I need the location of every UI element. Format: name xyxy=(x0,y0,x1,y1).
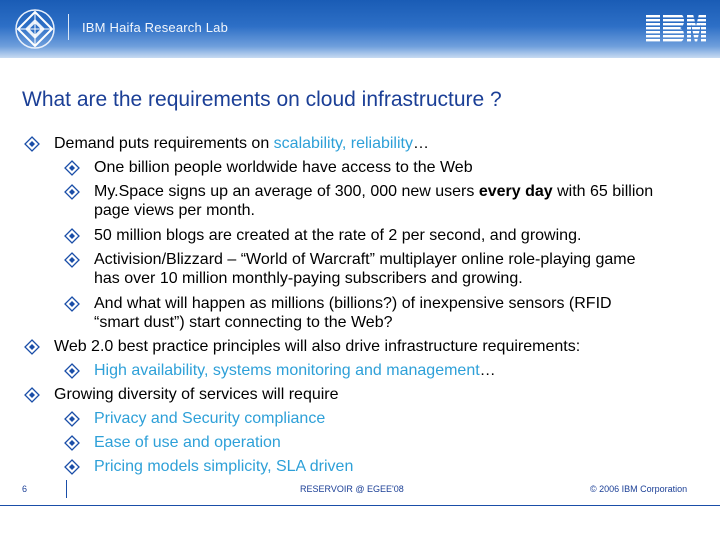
bullet-highlight: High availability, systems monitoring and management xyxy=(94,362,480,379)
ibm-globe-diamond-icon xyxy=(14,8,56,50)
sub-bullet-blogs xyxy=(94,226,581,245)
sub-bullet-myspace-cont: page views per month. xyxy=(94,202,255,219)
bullet-text: One billion people worldwide have access to the Web xyxy=(94,159,473,176)
sub-bullet-sensors-cont: “smart dust”) start connecting to the Web? xyxy=(94,314,393,331)
bullet-emphasis: every day xyxy=(478,183,553,200)
diamond-bullet-icon xyxy=(64,296,80,312)
bullet-text: And what will happen as millions (billions?) of inexpensive sensors (RFID xyxy=(94,295,612,312)
header-band xyxy=(0,0,720,58)
slide-title: What are the requirements on cloud infrastructure ? xyxy=(22,88,502,111)
sub-bullet-wow-cont: has over 10 million monthly-paying subscribers and growing. xyxy=(94,270,523,287)
bullet-text: … xyxy=(412,135,429,152)
diamond-bullet-icon xyxy=(64,184,80,200)
footer-copyright: © 2006 IBM Corporation xyxy=(590,484,688,494)
bullet-text: Demand puts requirements on xyxy=(54,135,274,152)
bullet-text: 50 million blogs are created at the rate of 2 per second, and growing. xyxy=(94,227,582,244)
page-number: 6 xyxy=(22,484,28,494)
sub-bullet-web-access xyxy=(94,158,473,177)
diamond-bullet-icon xyxy=(24,387,40,403)
bullet-highlight: Ease of use and operation xyxy=(94,434,281,451)
bullet-text: Web 2.0 best practice principles will also drive infrastructure requirements: xyxy=(54,338,581,355)
bullet-highlight: Pricing models simplicity, SLA driven xyxy=(94,458,354,475)
diamond-bullet-icon xyxy=(64,435,80,451)
diamond-bullet-icon xyxy=(64,363,80,379)
sub-bullet-availability xyxy=(94,361,496,380)
sub-bullet-wow xyxy=(94,250,636,269)
diamond-bullet-icon xyxy=(64,459,80,475)
sub-bullet-sensors xyxy=(94,294,612,313)
bullet-highlight: Privacy and Security compliance xyxy=(94,410,326,427)
sub-bullet-pricing xyxy=(94,457,353,476)
header-divider xyxy=(68,14,69,40)
sub-bullet-myspace xyxy=(94,182,653,201)
bullet-web20 xyxy=(54,337,580,356)
diamond-bullet-icon xyxy=(64,160,80,176)
diamond-bullet-icon xyxy=(64,228,80,244)
diamond-bullet-icon xyxy=(64,411,80,427)
bullet-demand xyxy=(54,134,429,153)
sub-bullet-privacy xyxy=(94,409,325,428)
diamond-bullet-icon xyxy=(24,136,40,152)
diamond-bullet-icon xyxy=(24,339,40,355)
diamond-bullet-icon xyxy=(64,252,80,268)
lab-name: IBM Haifa Research Lab xyxy=(82,20,229,35)
bullet-diversity xyxy=(54,385,339,404)
bullet-highlight: scalability, reliability xyxy=(273,135,413,152)
bullet-text: … xyxy=(479,362,496,379)
bullet-text: Growing diversity of services will require xyxy=(54,386,339,403)
ibm-striped-logo-icon xyxy=(646,14,706,42)
bullet-text: My.Space signs up an average of 300, 000 new users xyxy=(94,183,479,200)
bullet-text: Activision/Blizzard – “World of Warcraft” multiplayer online role-playing game xyxy=(94,251,636,268)
footer-rule xyxy=(0,505,720,506)
footer-event: RESERVOIR @ EGEE'08 xyxy=(300,484,404,494)
footer-divider xyxy=(66,480,67,498)
bullet-text: with 65 billion xyxy=(552,183,654,200)
sub-bullet-ease xyxy=(94,433,281,452)
